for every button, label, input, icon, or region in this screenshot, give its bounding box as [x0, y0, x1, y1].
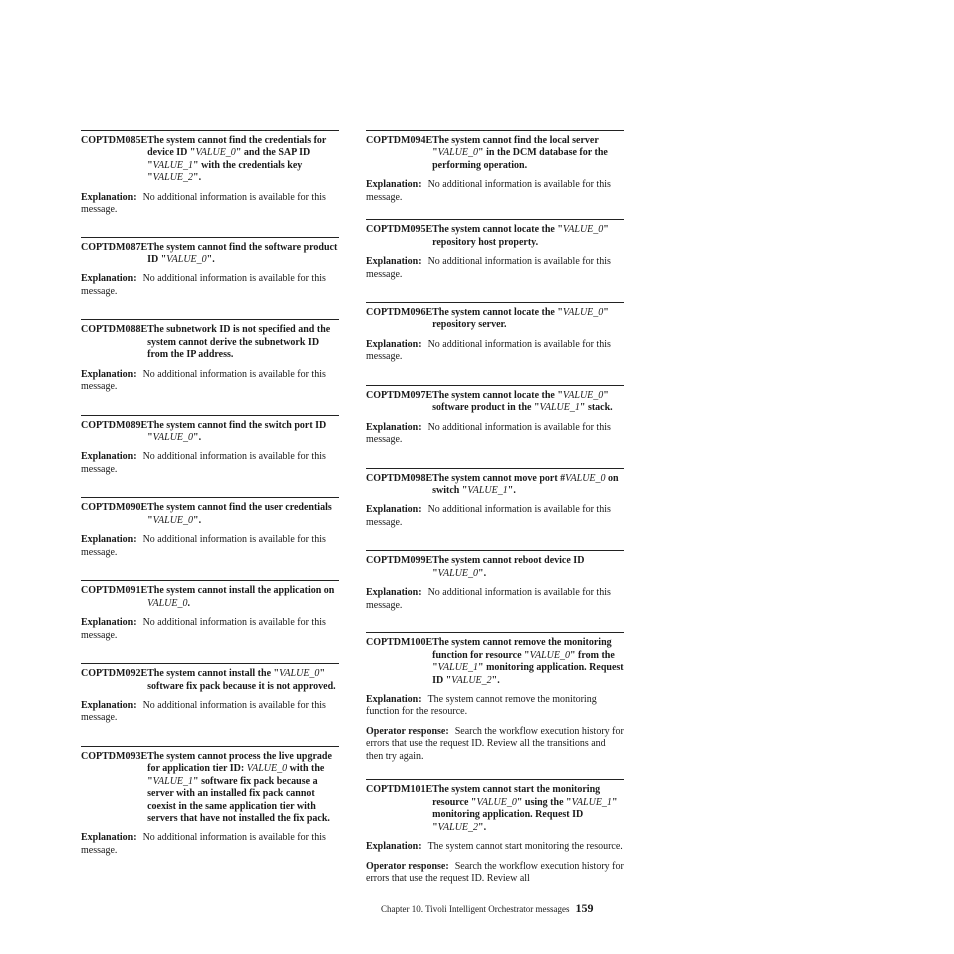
message-code: COPTDM097E: [366, 389, 433, 401]
explanation-text: The system cannot remove the monitoring function for the resource.: [366, 693, 597, 718]
right-column: [366, 130, 624, 886]
message-entry: [81, 580, 339, 642]
operator-response-label: Operator response:: [366, 725, 449, 737]
variable-placeholder: VALUE_0: [152, 432, 194, 444]
title-text: on switch ": [432, 472, 619, 497]
explanation-text: No additional information is available for this message.: [81, 534, 326, 558]
title-text: ".: [193, 432, 202, 444]
explanation-label: Explanation:: [81, 699, 137, 711]
title-text: The system cannot find the credentials for device ID ": [147, 135, 327, 159]
explanation: [81, 534, 339, 559]
title-text: " and the SAP ID ": [147, 147, 311, 171]
message-code: COPTDM101E: [366, 784, 433, 796]
title-text: The system cannot find the software product ID ": [147, 241, 338, 266]
title-text: " repository host property.: [432, 224, 609, 248]
explanation-label: Explanation:: [81, 368, 137, 380]
message-title: [432, 224, 624, 249]
message-title: [147, 585, 339, 610]
message-heading: [366, 307, 624, 332]
explanation-text: No additional information is available for this message.: [81, 617, 326, 641]
title-text: The system cannot find the switch port ID ": [147, 419, 327, 444]
message-heading: [81, 668, 339, 693]
message-heading: [366, 637, 624, 687]
message-title: [147, 502, 339, 527]
variable-placeholder: VALUE_0: [437, 567, 479, 579]
message-entry: [366, 779, 624, 885]
explanation: [81, 832, 339, 857]
title-text: The system cannot install the ": [147, 668, 280, 680]
explanation-text: No additional information is available for this message.: [366, 587, 611, 611]
message-entry: [366, 550, 624, 612]
operator-response: [366, 726, 624, 764]
explanation-text: No additional information is available for this message.: [366, 256, 611, 280]
variable-placeholder: VALUE_1: [571, 796, 612, 808]
message-title: [147, 420, 339, 445]
title-text: " in the DCM database for the performing operation.: [432, 147, 608, 171]
explanation-label: Explanation:: [81, 832, 137, 844]
variable-placeholder: VALUE_0: [562, 224, 604, 236]
message-entry: [81, 237, 339, 299]
variable-placeholder: VALUE_0: [279, 668, 320, 680]
message-title: [432, 784, 624, 834]
message-heading: [366, 473, 624, 498]
message-heading: [366, 555, 624, 580]
title-text: The system cannot locate the ": [432, 389, 563, 401]
explanation: [366, 179, 624, 204]
page-number: 159: [575, 901, 594, 915]
explanation-text: No additional information is available for this message.: [81, 191, 326, 216]
message-title: [147, 242, 339, 267]
message-entry: [81, 497, 339, 559]
explanation: [366, 587, 624, 612]
message-heading: [81, 585, 339, 610]
explanation: [366, 841, 624, 854]
message-code: COPTDM098E: [366, 472, 433, 484]
message-code: COPTDM099E: [366, 555, 433, 567]
message-code: COPTDM094E: [366, 135, 433, 146]
title-text: " software product in the ": [432, 389, 609, 414]
page-footer: [381, 901, 625, 916]
explanation-text: No additional information is available for this message.: [366, 421, 611, 446]
message-entry: [81, 415, 339, 477]
explanation: [366, 504, 624, 529]
chapter-title: Chapter 10. Tivoli Intelligent Orchestrator messages: [381, 904, 570, 914]
title-text: ".: [193, 172, 202, 184]
message-code: COPTDM092E: [81, 668, 148, 680]
title-text: " monitoring application. Request ID ": [432, 662, 624, 686]
message-title: [147, 668, 339, 693]
title-text: The system cannot remove the monitoring function for resource ": [432, 637, 612, 661]
title-text: " from the ": [432, 649, 615, 674]
operator-response-text: Search the workflow execution history for errors that use the request ID. Review all the transitions and then try again.: [366, 725, 624, 762]
message-entry: [366, 468, 624, 530]
message-entry: [81, 130, 339, 217]
title-text: .: [187, 597, 190, 609]
explanation-label: Explanation:: [366, 587, 422, 599]
explanation-text: No additional information is available for this message.: [366, 338, 611, 363]
message-code: COPTDM100E: [366, 637, 433, 649]
message-entry: [366, 219, 624, 281]
explanation-text: No additional information is available for this message.: [366, 504, 611, 528]
message-heading: [81, 242, 339, 267]
title-text: The system cannot locate the ": [432, 224, 563, 236]
variable-placeholder: VALUE_0: [565, 472, 606, 484]
left-column: [81, 130, 339, 857]
message-entry: [366, 632, 624, 763]
message-code: COPTDM095E: [366, 224, 433, 236]
explanation-text: The system cannot start monitoring the resource.: [427, 841, 623, 853]
variable-placeholder: VALUE_0: [166, 254, 207, 266]
explanation-label: Explanation:: [81, 534, 137, 546]
title-text: The system cannot find the local server ": [432, 135, 599, 159]
title-text: The system cannot process the live upgrade for application tier ID:: [147, 750, 332, 775]
title-text: The system cannot locate the ": [432, 307, 563, 319]
title-text: ".: [491, 674, 500, 686]
explanation-label: Explanation:: [366, 421, 422, 433]
title-text: " software fix pack because a server with an installed fix pack cannot coexist in the same application tier with servers that have not installed the fix pack.: [147, 775, 330, 824]
explanation-label: Explanation:: [366, 338, 422, 350]
message-heading: [366, 390, 624, 415]
variable-placeholder: VALUE_1: [152, 159, 194, 171]
title-text: The system cannot start the monitoring resource ": [432, 784, 601, 808]
explanation: [81, 700, 339, 725]
explanation-label: Explanation:: [81, 191, 137, 203]
explanation: [366, 256, 624, 281]
message-heading: [81, 502, 339, 527]
message-code: COPTDM085E: [81, 135, 148, 146]
explanation: [81, 273, 339, 298]
message-code: COPTDM096E: [366, 307, 433, 319]
title-text: " repository server.: [432, 307, 609, 331]
message-title: [432, 555, 624, 580]
title-text: ".: [478, 567, 487, 579]
variable-placeholder: VALUE_2: [152, 172, 194, 184]
explanation: [366, 339, 624, 364]
variable-placeholder: VALUE_0: [437, 147, 479, 159]
message-title: [432, 473, 624, 498]
title-text: ".: [193, 514, 202, 526]
variable-placeholder: VALUE_0: [562, 389, 604, 401]
explanation-label: Explanation:: [366, 693, 422, 705]
message-title: [147, 751, 339, 825]
explanation-text: No additional information is available for this message.: [81, 832, 326, 856]
title-text: ".: [206, 254, 215, 266]
variable-placeholder: VALUE_0: [529, 649, 570, 661]
explanation-label: Explanation:: [81, 451, 137, 463]
operator-response-label: Operator response:: [366, 860, 449, 872]
title-text: " software fix pack because it is not approved.: [147, 668, 336, 692]
title-text: ".: [507, 485, 516, 497]
message-title: [147, 135, 339, 185]
explanation: [366, 694, 624, 719]
title-text: The subnetwork ID is not specified and the system cannot derive the subnetwork ID from the IP address.: [147, 324, 331, 361]
variable-placeholder: VALUE_2: [437, 821, 479, 833]
message-entry: [81, 663, 339, 725]
explanation-label: Explanation:: [81, 617, 137, 629]
title-text: ".: [478, 821, 487, 833]
message-code: COPTDM090E: [81, 502, 148, 514]
message-entry: [81, 319, 339, 393]
message-heading: [81, 135, 339, 185]
explanation: [81, 617, 339, 642]
title-text: " stack.: [579, 402, 613, 414]
message-title: [432, 307, 624, 332]
operator-response-text: Search the workflow execution history for errors that use the request ID. Review all: [366, 860, 624, 885]
explanation-label: Explanation:: [366, 256, 422, 268]
message-heading: [366, 135, 624, 172]
explanation-text: No additional information is available for this message.: [81, 368, 326, 393]
variable-placeholder: VALUE_0: [152, 514, 194, 526]
message-heading: [366, 784, 624, 834]
variable-placeholder: VALUE_0: [195, 147, 236, 159]
message-code: COPTDM093E: [81, 750, 148, 762]
variable-placeholder: VALUE_1: [467, 485, 508, 497]
explanation-label: Explanation:: [366, 179, 422, 191]
operator-response: [366, 861, 624, 886]
explanation: [81, 369, 339, 394]
title-text: The system cannot install the application on: [147, 585, 335, 597]
explanation: [366, 422, 624, 447]
title-text: The system cannot move port #: [432, 472, 566, 484]
explanation: [81, 451, 339, 476]
variable-placeholder: VALUE_1: [437, 662, 479, 674]
explanation: [81, 192, 339, 217]
variable-placeholder: VALUE_2: [451, 674, 492, 686]
message-heading: [366, 224, 624, 249]
title-text: " using the ": [516, 796, 572, 808]
message-title: [432, 135, 624, 172]
title-text: " monitoring application. Request ID ": [432, 796, 618, 833]
message-code: COPTDM088E: [81, 324, 148, 336]
message-entry: [366, 302, 624, 364]
explanation-label: Explanation:: [366, 504, 422, 516]
explanation-label: Explanation:: [366, 841, 422, 853]
title-text: The system cannot reboot device ID ": [432, 555, 585, 579]
title-text: The system cannot find the user credentials ": [147, 502, 332, 526]
explanation-label: Explanation:: [81, 273, 137, 285]
variable-placeholder: VALUE_0: [246, 763, 288, 775]
explanation-text: No additional information is available for this message.: [81, 451, 326, 475]
message-title: [432, 390, 624, 415]
variable-placeholder: VALUE_1: [539, 402, 580, 414]
explanation-text: No additional information is available for this message.: [81, 273, 326, 297]
variable-placeholder: VALUE_0: [562, 307, 604, 319]
title-text: " with the credentials key ": [147, 159, 303, 184]
message-heading: [81, 324, 339, 361]
message-code: COPTDM089E: [81, 419, 148, 431]
message-entry: [81, 746, 339, 857]
variable-placeholder: VALUE_0: [476, 796, 517, 808]
explanation-text: No additional information is available for this message.: [366, 179, 611, 203]
message-code: COPTDM087E: [81, 241, 148, 253]
message-entry: [366, 130, 624, 204]
variable-placeholder: VALUE_0: [147, 597, 188, 609]
message-heading: [81, 420, 339, 445]
message-title: [432, 637, 624, 687]
message-title: [147, 324, 339, 361]
variable-placeholder: VALUE_1: [152, 775, 194, 787]
explanation-text: No additional information is available for this message.: [81, 699, 326, 724]
title-text: with the ": [147, 763, 325, 787]
message-heading: [81, 751, 339, 825]
message-code: COPTDM091E: [81, 585, 148, 597]
message-entry: [366, 385, 624, 447]
